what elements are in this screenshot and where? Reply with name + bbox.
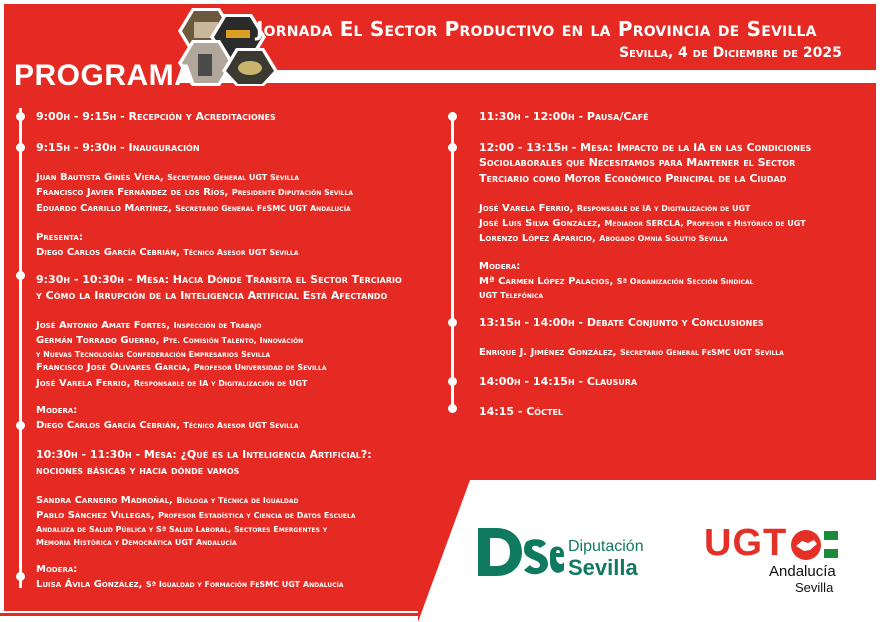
timeline-dot [448,377,457,386]
modera-label: Modera: [36,564,78,575]
speaker-line: Juan Bautista Ginés Viera, Secretario General UGT Sevilla [36,172,300,183]
timeline-dot [16,421,25,430]
timeline-dot [448,318,457,327]
timeline-right [451,112,454,410]
presenta-label: Presenta: [36,232,83,243]
timeline-dot [448,112,457,121]
agenda-item-closing: 14:00h - 14:15h - Clausura [479,375,638,388]
ugt-sub-sevilla: Sevilla [795,580,834,595]
dse-logo-mark [476,524,564,580]
speaker-line: Germán Torrado Guerro, Pte. Comisión Talento, Innovación [36,335,304,346]
agenda-item-mesa-1-line2: y Cómo la Irrupción de la Inteligencia Artificial Está Afectando [36,289,388,302]
agenda-item-mesa-3-line2: Sociolaborales que Necesitamos para Mantener el Sector [479,156,796,169]
speaker-role-continued: Memoria Histórica y Democrática UGT Andalucía [36,538,237,547]
speaker-line: Lorenzo López Aparicio, Abogado Omnia Solutio Sevilla [479,233,728,244]
programa-heading: PROGRAMA [14,59,197,92]
speaker-line: Luisa Ávila González, Sª Igualdad y Formación FeSMC UGT Andalucía [36,579,344,590]
speaker-line: José Antonio Amate Fortes, Inspección de Trabajo [36,320,262,331]
timeline-dot [16,112,25,121]
event-title: Jornada El Sector Productivo en la Provincia de Sevilla [256,17,817,41]
agenda-item-cocktail: 14:15 - Cóctel [479,405,564,418]
timeline-left [19,108,22,588]
agenda-item-reception: 9:00h - 9:15h - Recepción y Acreditaciones [36,110,276,123]
agenda-item-mesa-3: 12:00 - 13:15h - Mesa: Impacto de la IA en las Condiciones [479,141,812,154]
speaker-line: José Varela Ferrio, Responsable de IA y Digitalización de UGT [479,203,751,214]
speaker-line: Diego Carlos García Cebrián, Técnico Asesor UGT Sevilla [36,247,299,258]
timeline-dot [448,143,457,152]
ugt-sub-andalucia: Andalucía [769,563,836,580]
agenda-item-inauguration: 9:15h - 9:30h - Inauguración [36,141,200,154]
speaker-line: Enrique J. Jiménez González, Secretario General FeSMC UGT Sevilla [479,347,784,358]
agenda-item-debate: 13:15h - 14:00h - Debate Conjunto y Conclusiones [479,316,764,329]
dse-word-sevilla: Sevilla [568,555,638,580]
speaker-line: José Luis Silva González, Mediador SERCLA, Profesor e Histórico de UGT [479,218,806,229]
speaker-line: Pablo Sánchez Villegas, Profesor Estadística y Ciencia de Datos Escuela [36,510,356,521]
timeline-dot [16,271,25,280]
agenda-item-mesa-2-line2: nociones básicas y hacia dónde vamos [36,464,240,477]
modera-label: Modera: [36,405,78,416]
ugt-logo-mark: UGT [704,522,788,564]
speaker-role-continued: Andaluza de Salud Pública y Sª Salud Laboral, Sectores Emergentes y [36,525,328,534]
modera-label: Modera: [479,261,521,272]
speaker-line: Francisco José Olivares García, Profesor Universidad de Sevilla [36,362,327,373]
speaker-line: Eduardo Carrillo Martínez, Secretario General FeSMC UGT Andalucía [36,203,351,214]
timeline-dot [16,143,25,152]
event-date: Sevilla, 4 de Diciembre de 2025 [619,45,842,61]
handshake-icon [790,528,840,562]
speaker-line: Mª Carmen López Palacios, Sª Organización Sección Sindical [479,276,754,287]
speaker-role-continued: y Nuevas Tecnologías Confederación Empresarios Sevilla [36,350,271,359]
agenda-item-mesa-2: 10:30h - 11:30h - Mesa: ¿Qué es la Inteligencia Artificial?: [36,448,372,461]
timeline-dot [16,572,25,581]
speaker-role-continued: UGT Telefónica [479,291,544,300]
speaker-line: Francisco Javier Fernández de los Ríos, Presidente Diputación Sevilla [36,187,354,198]
timeline-dot [448,404,457,413]
dse-word-diputacion: Diputación [568,538,644,555]
agenda-item-mesa-3-line3: Terciario como Motor Económico Principal de la Ciudad [479,172,787,185]
speaker-line: Diego Carlos García Cebrián, Técnico Asesor UGT Sevilla [36,420,299,431]
speaker-line: Sandra Carneiro Madroñal, Bióloga y Técnica de Igualdad [36,495,299,506]
agenda-item-pause: 11:30h - 12:00h - Pausa/Café [479,110,649,123]
agenda-item-mesa-1: 9:30h - 10:30h - Mesa: Hacia Dónde Transita el Sector Terciario [36,273,402,286]
speaker-line: José Varela Ferrio, Responsable de IA y Digitalización de UGT [36,378,308,389]
